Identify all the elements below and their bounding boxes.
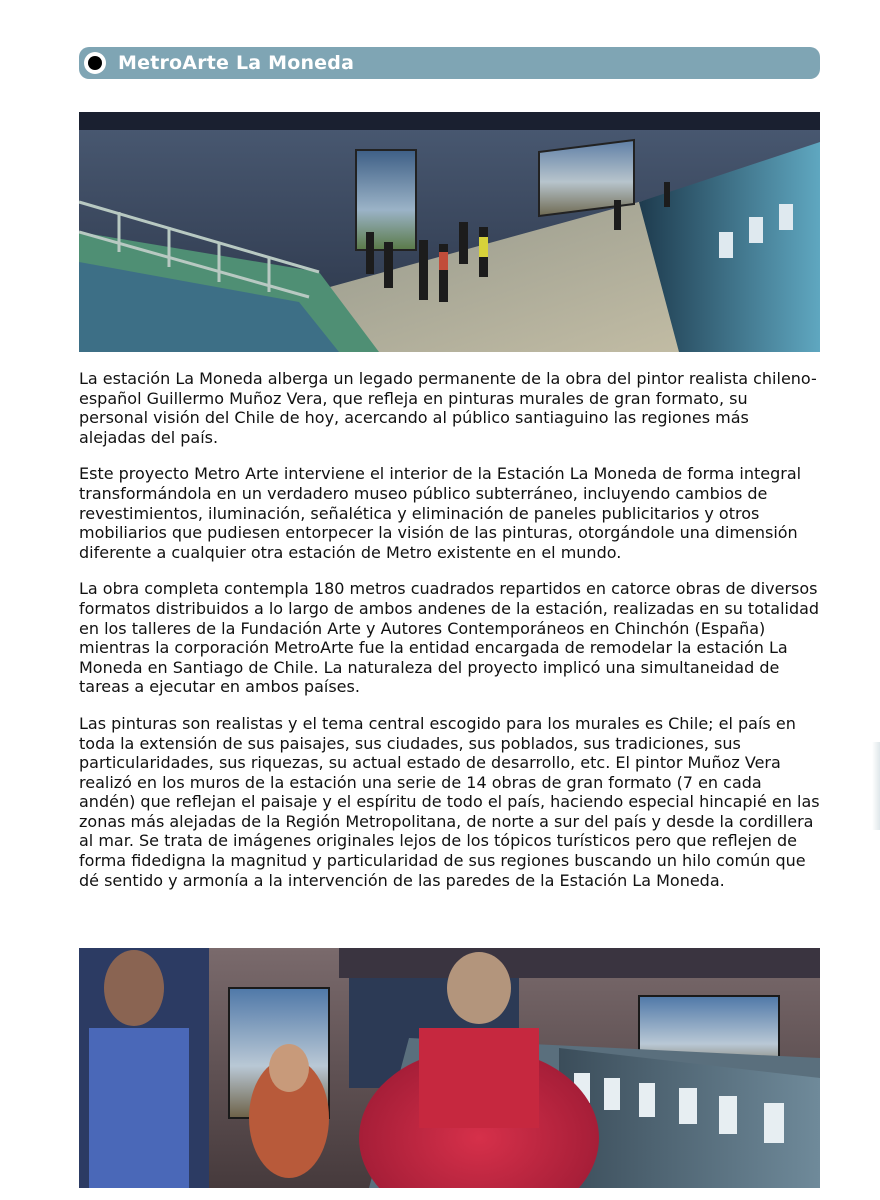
station-commuters-photo [79, 948, 820, 1188]
edge-decoration [872, 742, 880, 830]
article-paragraph: Este proyecto Metro Arte interviene el interior de la Estación La Moneda de forma integral transformándola en un verdadero museo público subterráneo, incluyendo cambios de revestimientos, iluminación, señalética y eliminación de paneles publicitarios y otros mobiliarios que pudiesen entorpecer la visión de las pinturas, otorgándole una dimensión diferente a cualquier otra estación de Metro existente en el mundo. [79, 464, 802, 562]
station-platform-illustration [79, 112, 820, 352]
article-paragraph: Las pinturas son realistas y el tema central escogido para los murales es Chile; el país en toda la extensión de sus paisajes, sus ciudades, sus poblados, sus tradiciones, sus particularidades, sus riquezas, su actual estado de desarrollo, etc. El pintor Muñoz Vera realizó en los muros de la estación una serie de 14 obras de gran formato (7 en cada andén) que reflejan el paisaje y el espíritu de todo el país, haciendo especial hincapié en las zonas más alejadas de la Región Metropolitana, de norte a sur del país y desde la cordillera al mar. Se trata de imágenes originales lejos de los tópicos turísticos pero que reflejen de forma fidedigna la magnitud y particularidad de sus regiones buscando un hilo común que dé sentido y armonía a la intervención de las paredes de la Estación La Moneda. [79, 713, 820, 890]
station-platform-photo [79, 112, 820, 352]
section-title-bar [79, 47, 820, 79]
article-paragraph: La estación La Moneda alberga un legado permanente de la obra del pintor realista chileno-español Guillermo Muñoz Vera, que refleja en pinturas murales de gran formato, su personal visión del Chile de hoy, acercando al público santiaguino las regiones más alejadas del país. [79, 369, 817, 447]
station-commuters-illustration [79, 948, 820, 1188]
circle-bullet-icon [84, 52, 106, 74]
article-body [79, 369, 820, 907]
article-paragraph: La obra completa contempla 180 metros cuadrados repartidos en catorce obras de diversos formatos distribuidos a lo largo de ambos andenes de la estación, realizadas en su totalidad en los talleres de la Fundación Arte y Autores Contemporáneos en Chinchón (España) mientras la corporación MetroArte fue la entidad encargada de remodelar la estación La Moneda en Santiago de Chile. La naturaleza del proyecto implicó una simultaneidad de tareas a ejecutar en ambos países. [79, 579, 820, 697]
page-title: MetroArte La Moneda [118, 52, 355, 74]
